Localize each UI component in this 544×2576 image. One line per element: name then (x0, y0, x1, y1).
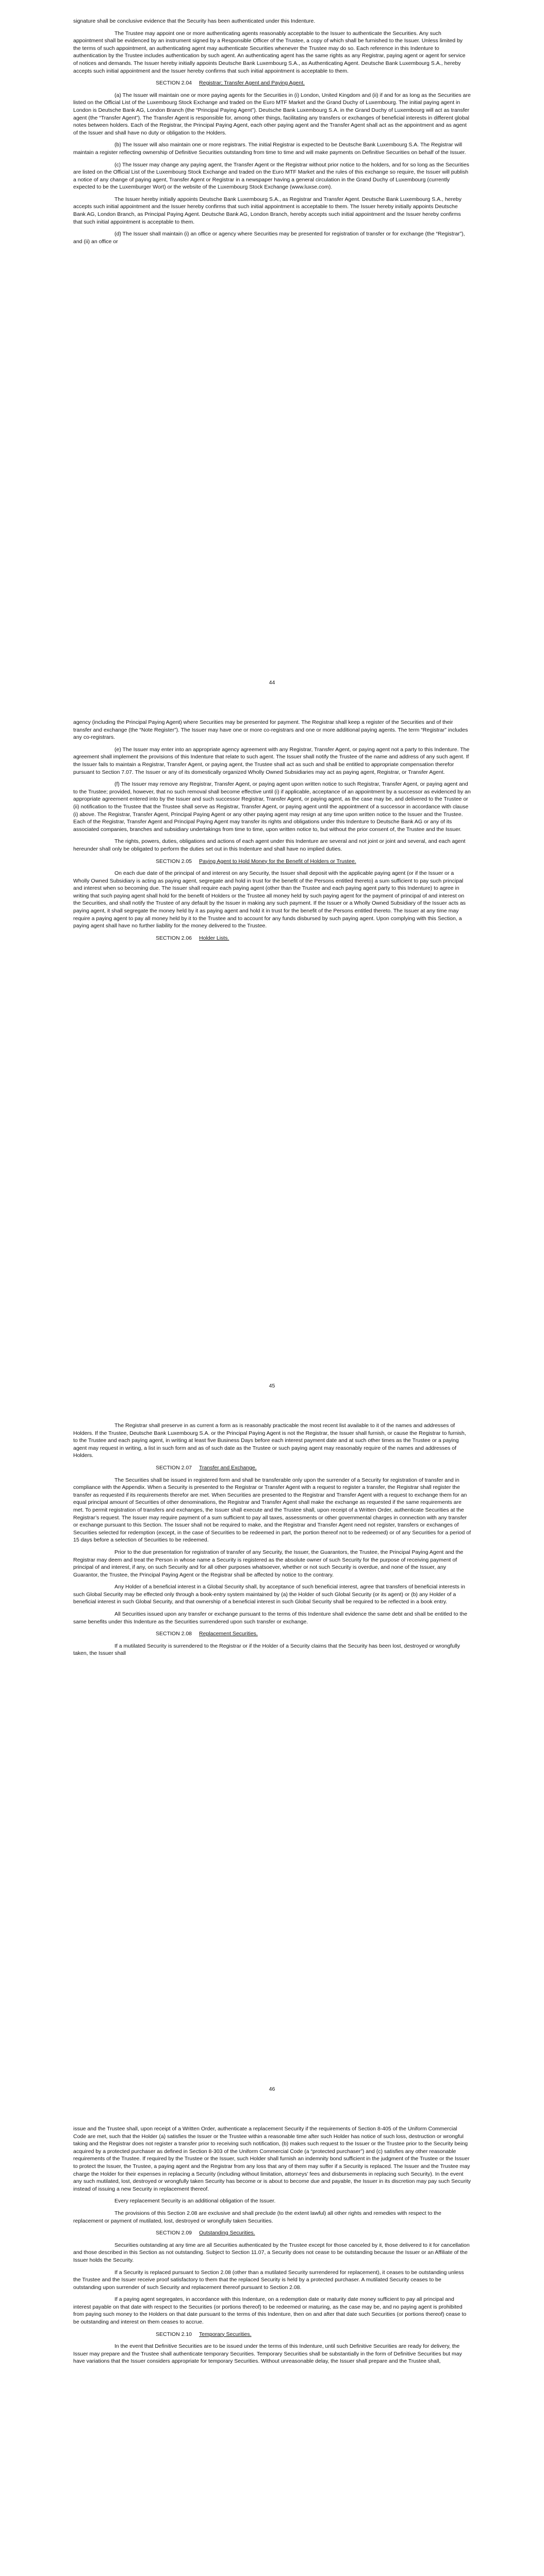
paragraph: issue and the Trustee shall, upon receipt of a Written Order, authenticate a replacement Security if the requirements of Section 8-405 of the Uniform Commercial Code are met, such that the Holder (a) satisfies the Issuer or the Trustee within a reasonable time after such Holder has notice of such loss, destruction or wrongful taking and the Registrar does not register a transfer prior to receiving such notification, (b) makes such request to the Issuer or the Trustee prior to the Security being acquired by a protected purchaser as defined in Section 8-303 of the Uniform Commercial Code (a “protected purchaser”) and (c) satisfies any other reasonable requirements of the Trustee. If required by the Trustee or the Issuer, such Holder shall furnish an indemnity bond sufficient in the judgment of the Trustee or the Issuer to protect the Issuer, the Trustee, a paying agent and the Registrar from any loss that any of them may suffer if a Security is replaced. The Issuer and the Trustee may charge the Holder for their expenses in replacing a Security (including without limitation, attorneys’ fees and disbursements in replacing such Security). In the event any such mutilated, lost, destroyed or wrongfully taken Security has become or is about to become due and payable, the Issuer in its discretion may pay such Security instead of issuing a new Security in replacement thereof. (73, 2126, 471, 2192)
paragraph: (d) The Issuer shall maintain (i) an office or agency where Securities may be presented for registration of transfer or for exchange (the “Registrar”), and (ii) an office or (73, 231, 465, 245)
paragraph: On each due date of the principal of and interest on any Security, the Issuer shall deposit with the applicable paying agent (or if the Issuer or a Wholly Owned Subsidiary is acting as paying agent, segregate and hold in trust for the benefit of the Persons entitled thereto) a sum sufficient to pay such principal and interest when so becoming due. The Issuer shall require each paying agent (other than the Trustee and each paying agent party to this Indenture) to agree in writing that such paying agent shall hold for the benefit of Holders or the Trustee all money held by such paying agent for the payment of principal of and interest on the Securities, and shall notify the Trustee of any default by the Issuer in making any such payment. If the Issuer or a Wholly Owned Subsidiary of the Issuer acts as paying agent, it shall segregate the money held by it as paying agent and hold it in trust for the benefit of the Persons entitled thereto. The Issuer at any time may require a paying agent to pay all money held by it to the Trustee and to account for any funds disbursed by such paying agent. Upon complying with this Section, a paying agent shall have no further liability for the money delivered to the Trustee. (73, 870, 466, 929)
section-number: SECTION 2.09 (156, 2230, 192, 2236)
paragraph: (c) The Issuer may change any paying agent, the Transfer Agent or the Registrar without prior notice to the holders, and for so long as the Securities are listed on the Official List of the Luxembourg Stock Exchange and traded on the Euro MTF Market and the rules of this exchange so require, the Issuer will publish a notice of any change of paying agent, Transfer Agent or Registrar in a newspaper having a general circulation in the Grand Duchy of Luxembourg (currently expected to be the Luxemburger Wort) or the website of the Luxembourg Stock Exchange (www.luxse.com). (73, 161, 469, 191)
section-heading (73, 935, 471, 942)
document-page (0, 0, 544, 703)
page-number: 44 (269, 680, 275, 686)
paragraph: signature shall be conclusive evidence that the Security has been authenticated under this Indenture. (73, 18, 316, 24)
paragraph: Prior to the due presentation for registration of transfer of any Security, the Issuer, the Guarantors, the Trustee, the Principal Paying Agent and the Registrar may deem and treat the Person in whose name a Security is registered as the absolute owner of such Security for the purpose of receiving payment of principal of and interest, if any, on such Security and for all other purposes whatsoever, whether or not such Security is overdue, and none of the Issuer, any Guarantor, the Trustee, the Principal Paying Agent or the Registrar shall be affected by notice to the contrary. (73, 1549, 464, 1578)
section-number: SECTION 2.10 (156, 2331, 192, 2337)
paragraph: If a Security is replaced pursuant to Section 2.08 (other than a mutilated Security surrendered for replacement), it ceases to be outstanding unless the Trustee and the Issuer receive proof satisfactory to them that the replaced Security is held by a protected purchaser. A mutilated Security ceases to be outstanding upon surrender of such Security and replacement thereof pursuant to Section 2.08. (73, 2269, 464, 2291)
page-number: 45 (269, 1383, 275, 1389)
paragraph: The Securities shall be issued in registered form and shall be transferable only upon the surrender of a Security for registration of transfer and in compliance with the Appendix. When a Security is presented to the Registrar or Transfer Agent with a request to register a transfer, the Registrar shall register the transfer as requested if its requirements therefor are met. When Securities are presented to the Registrar and Transfer Agent with a request to exchange them for an equal principal amount of Securities of other denominations, the Registrar and Transfer Agent shall make the exchange as requested if the same requirements are met. To permit registration of transfers and exchanges, the Issuer shall execute and the Trustee shall, upon receipt of a Written Order, authenticate Securities at the Registrar’s request. The Issuer may require payment of a sum sufficient to pay all taxes, assessments or other governmental charges in connection with any transfer or exchange pursuant to this Section. The Issuer shall not be required to make, and the Registrar and Transfer Agent need not register, transfers or exchanges of Securities selected for redemption (except, in the case of Securities to be redeemed in part, the portion thereof not to be redeemed) or of any Securities for a period of 15 days before a selection of Securities to be redeemed. (73, 1477, 471, 1544)
document-page (0, 2110, 544, 2576)
document-page (0, 703, 544, 1406)
paragraph: Any Holder of a beneficial interest in a Global Security shall, by acceptance of such beneficial interest, agree that transfers of beneficial interests in such Global Security may be effected only through a book-entry system maintained by (a) the Holder of such Global Security (or its agent) or (b) any Holder of a beneficial interest in such Global Security, and that ownership of a beneficial interest in such Global Security shall be required to be reflected in a book entry. (73, 1584, 465, 1605)
section-heading (73, 2229, 471, 2237)
section-title: Holder Lists. (199, 935, 229, 941)
section-number: SECTION 2.08 (156, 1631, 192, 1637)
section-number: SECTION 2.07 (156, 1464, 192, 1471)
paragraph: If a mutilated Security is surrendered to the Registrar or if the Holder of a Security claims that the Security has been lost, destroyed or wrongfully taken, the Issuer shall (73, 1642, 460, 1657)
paragraph: The Issuer hereby initially appoints Deutsche Bank Luxembourg S.A., as Registrar and Transfer Agent. Deutsche Bank Luxembourg S.A., hereby accepts such initial appointment and the Issuer hereby confirms that such initial appointment is acceptable to them. The Issuer hereby initially appoints Deutsche Bank AG, London Branch, as Principal Paying Agent. Deutsche Bank AG, London Branch, hereby accepts such initial appointment and the Issuer hereby confirms that such initial appointment is acceptable to them. (73, 196, 461, 225)
paragraph: The Trustee may appoint one or more authenticating agents reasonably acceptable to the Issuer to authenticate the Securities. Any such appointment shall be evidenced by an instrument signed by a Responsible Officer of the Trustee, a copy of which shall be furnished to the Issuer. Unless limited by the terms of such appointment, an authenticating agent may authenticate Securities whenever the Trustee may do so. Each reference in this Indenture to authentication by the Trustee includes authentication by such agent. An authenticating agent has the same rights as any Registrar, paying agent or agent for service of notices and demands. The Issuer hereby initially appoints Deutsche Bank Luxembourg S.A., as Authenticating Agent. Deutsche Bank Luxembourg S.A., hereby accepts such initial appointment and the Issuer hereby confirms that such initial appointment is acceptable to them. (73, 30, 466, 74)
paragraph: Securities outstanding at any time are all Securities authenticated by the Trustee except for those canceled by it, those delivered to it for cancellation and those described in this Section as not outstanding. Subject to Section 11.07, a Security does not cease to be outstanding because the Issuer or an Affiliate of the Issuer holds the Security. (73, 2242, 470, 2263)
section-number: SECTION 2.05 (156, 858, 192, 865)
section-title: Replacement Securities. (199, 1631, 258, 1637)
paragraph: (f) The Issuer may remove any Registrar, Transfer Agent, or paying agent upon written notice to such Registrar, Transfer Agent, or paying agent and to the Trustee; provided, however, that no such removal shall become effective until (i) if applicable, acceptance of an appointment by a successor as evidenced by an appropriate agreement entered into by the Issuer and such successor Registrar, Transfer Agent, or paying agent, as the case may be, and delivered to the Trustee or (ii) notification to the Trustee that the Trustee shall serve as Registrar, Transfer Agent, or paying agent until the appointment of a successor in accordance with clause (i) above. The Registrar, Transfer Agent, Principal Paying Agent or any other paying agent may resign at any time upon written notice to the Issuer and the Trustee. Each of the Registrar, Transfer Agent and Principal Paying Agent may transfer its rights and obligations under this Indenture to Deutsche Bank AG or any of its associated companies, branches and subsidiary undertakings from time to time, upon written notice to, but without the prior consent of, the Trustee and the Issuer. (73, 781, 471, 833)
section-title: Paying Agent to Hold Money for the Benefit of Holders or Trustee. (199, 858, 356, 865)
section-heading (73, 79, 471, 87)
section-heading (73, 1464, 471, 1472)
page-number: 46 (269, 2086, 275, 2093)
document-page (0, 1406, 544, 2110)
section-number: SECTION 2.04 (156, 80, 192, 87)
section-title: Outstanding Securities. (199, 2230, 255, 2236)
paragraph: The Registrar shall preserve in as current a form as is reasonably practicable the most recent list available to it of the names and addresses of Holders. If the Trustee, Deutsche Bank Luxembourg S.A. or the Principal Paying Agent is not the Registrar, the Issuer shall furnish, or cause the Registrar to furnish, to the Trustee and each paying agent, in writing at least five Business Days before each interest payment date and at such other times as the Trustee or a paying agent may request in writing, a list in such form and as of such date as the Trustee or such paying agent may reasonably require of the names and addresses of Holders. (73, 1422, 466, 1459)
section-number: SECTION 2.06 (156, 935, 192, 941)
section-title: Temporary Securities. (199, 2331, 252, 2337)
paragraph: In the event that Definitive Securities are to be issued under the terms of this Indenture, until such Definitive Securities are ready for delivery, the Issuer may prepare and the Trustee shall authenticate temporary Securities. Temporary Securities shall be substantially in the form of Definitive Securities but may have variations that the Issuer considers appropriate for temporary Securities. Without unreasonable delay, the Issuer shall prepare and the Trustee shall, (73, 2343, 462, 2365)
section-title: Transfer and Exchange. (199, 1464, 257, 1471)
section-heading (73, 858, 471, 866)
paragraph: All Securities issued upon any transfer or exchange pursuant to the terms of this Indenture shall evidence the same debt and shall be entitled to the same benefits under this Indenture as the Securities surrendered upon such transfer or exchange. (73, 1611, 468, 1625)
paragraph: The provisions of this Section 2.08 are exclusive and shall preclude (to the extent lawful) all other rights and remedies with respect to the replacement or payment of mutilated, lost, destroyed or wrongfully taken Securities. (73, 2210, 441, 2224)
section-heading (73, 1630, 471, 1638)
paragraph: (b) The Issuer will also maintain one or more registrars. The initial Registrar is expected to be Deutsche Bank Luxembourg S.A. The Registrar will maintain a register reflecting ownership of Definitive Securities outstanding from time to time and will make payments on Definitive Securities on behalf of the Issuer. (73, 142, 466, 156)
section-heading (73, 2331, 471, 2338)
paragraph: Every replacement Security is an additional obligation of the Issuer. (114, 2198, 276, 2205)
section-title: Registrar; Transfer Agent and Paying Agent. (199, 80, 305, 87)
paragraph: (a) The Issuer will maintain one or more paying agents for the Securities in (i) London, United Kingdom and (ii) if and for as long as the Securities are listed on the Official List of the Luxembourg Stock Exchange and traded on the Euro MTF Market and the Grand Duchy of Luxembourg. The initial paying agent in London is Deutsche Bank AG, London Branch (the “Principal Paying Agent”). Deutsche Bank Luxembourg S.A. in the Grand Duchy of Luxembourg will act as transfer agent (the “Transfer Agent”). The Transfer Agent is responsible for, among other things, facilitating any transfers or exchanges of beneficial interests in different global notes between holders. Each of the Registrar, the Principal Paying Agent, each other paying agent and the Transfer Agent shall act as the appointment and as agent of the Issuer and shall have no duty or obligation to the Holders. (73, 92, 471, 136)
paragraph: (e) The Issuer may enter into an appropriate agency agreement with any Registrar, Transfer Agent, or paying agent not a party to this Indenture. The agreement shall implement the provisions of this Indenture that relate to such agent. The Issuer shall notify the Trustee of the name and address of any such agent. If the Issuer fails to maintain a Registrar, Transfer Agent, or paying agent, the Trustee shall act as such and shall be entitled to appropriate compensation therefor pursuant to Section 7.07. The Issuer or any of its domestically organized Wholly Owned Subsidiaries may act as paying agent, Registrar, or Transfer Agent. (73, 746, 470, 775)
paragraph: agency (including the Principal Paying Agent) where Securities may be presented for payment. The Registrar shall keep a register of the Securities and of their transfer and exchange (the “Note Register”). The Issuer may have one or more co-registrars and one or more additional paying agents. The term “Registrar” includes any co-registrars. (73, 719, 468, 741)
paragraph: If a paying agent segregates, in accordance with this Indenture, on a redemption date or maturity date money sufficient to pay all principal and interest payable on that date with respect to the Securities (or portions thereof) to be redeemed or maturing, as the case may be, and no paying agent is prohibited from paying such money to the Holders on that date pursuant to the terms of this Indenture, then on and after that date such Securities (or portions thereof) cease to be outstanding and interest on them ceases to accrue. (73, 2296, 467, 2326)
paragraph: The rights, powers, duties, obligations and actions of each agent under this Indenture are several and not joint or joint and several, and each agent hereunder shall only be obligated to perform the duties set out in this Indenture and shall have no implied duties. (73, 838, 466, 852)
